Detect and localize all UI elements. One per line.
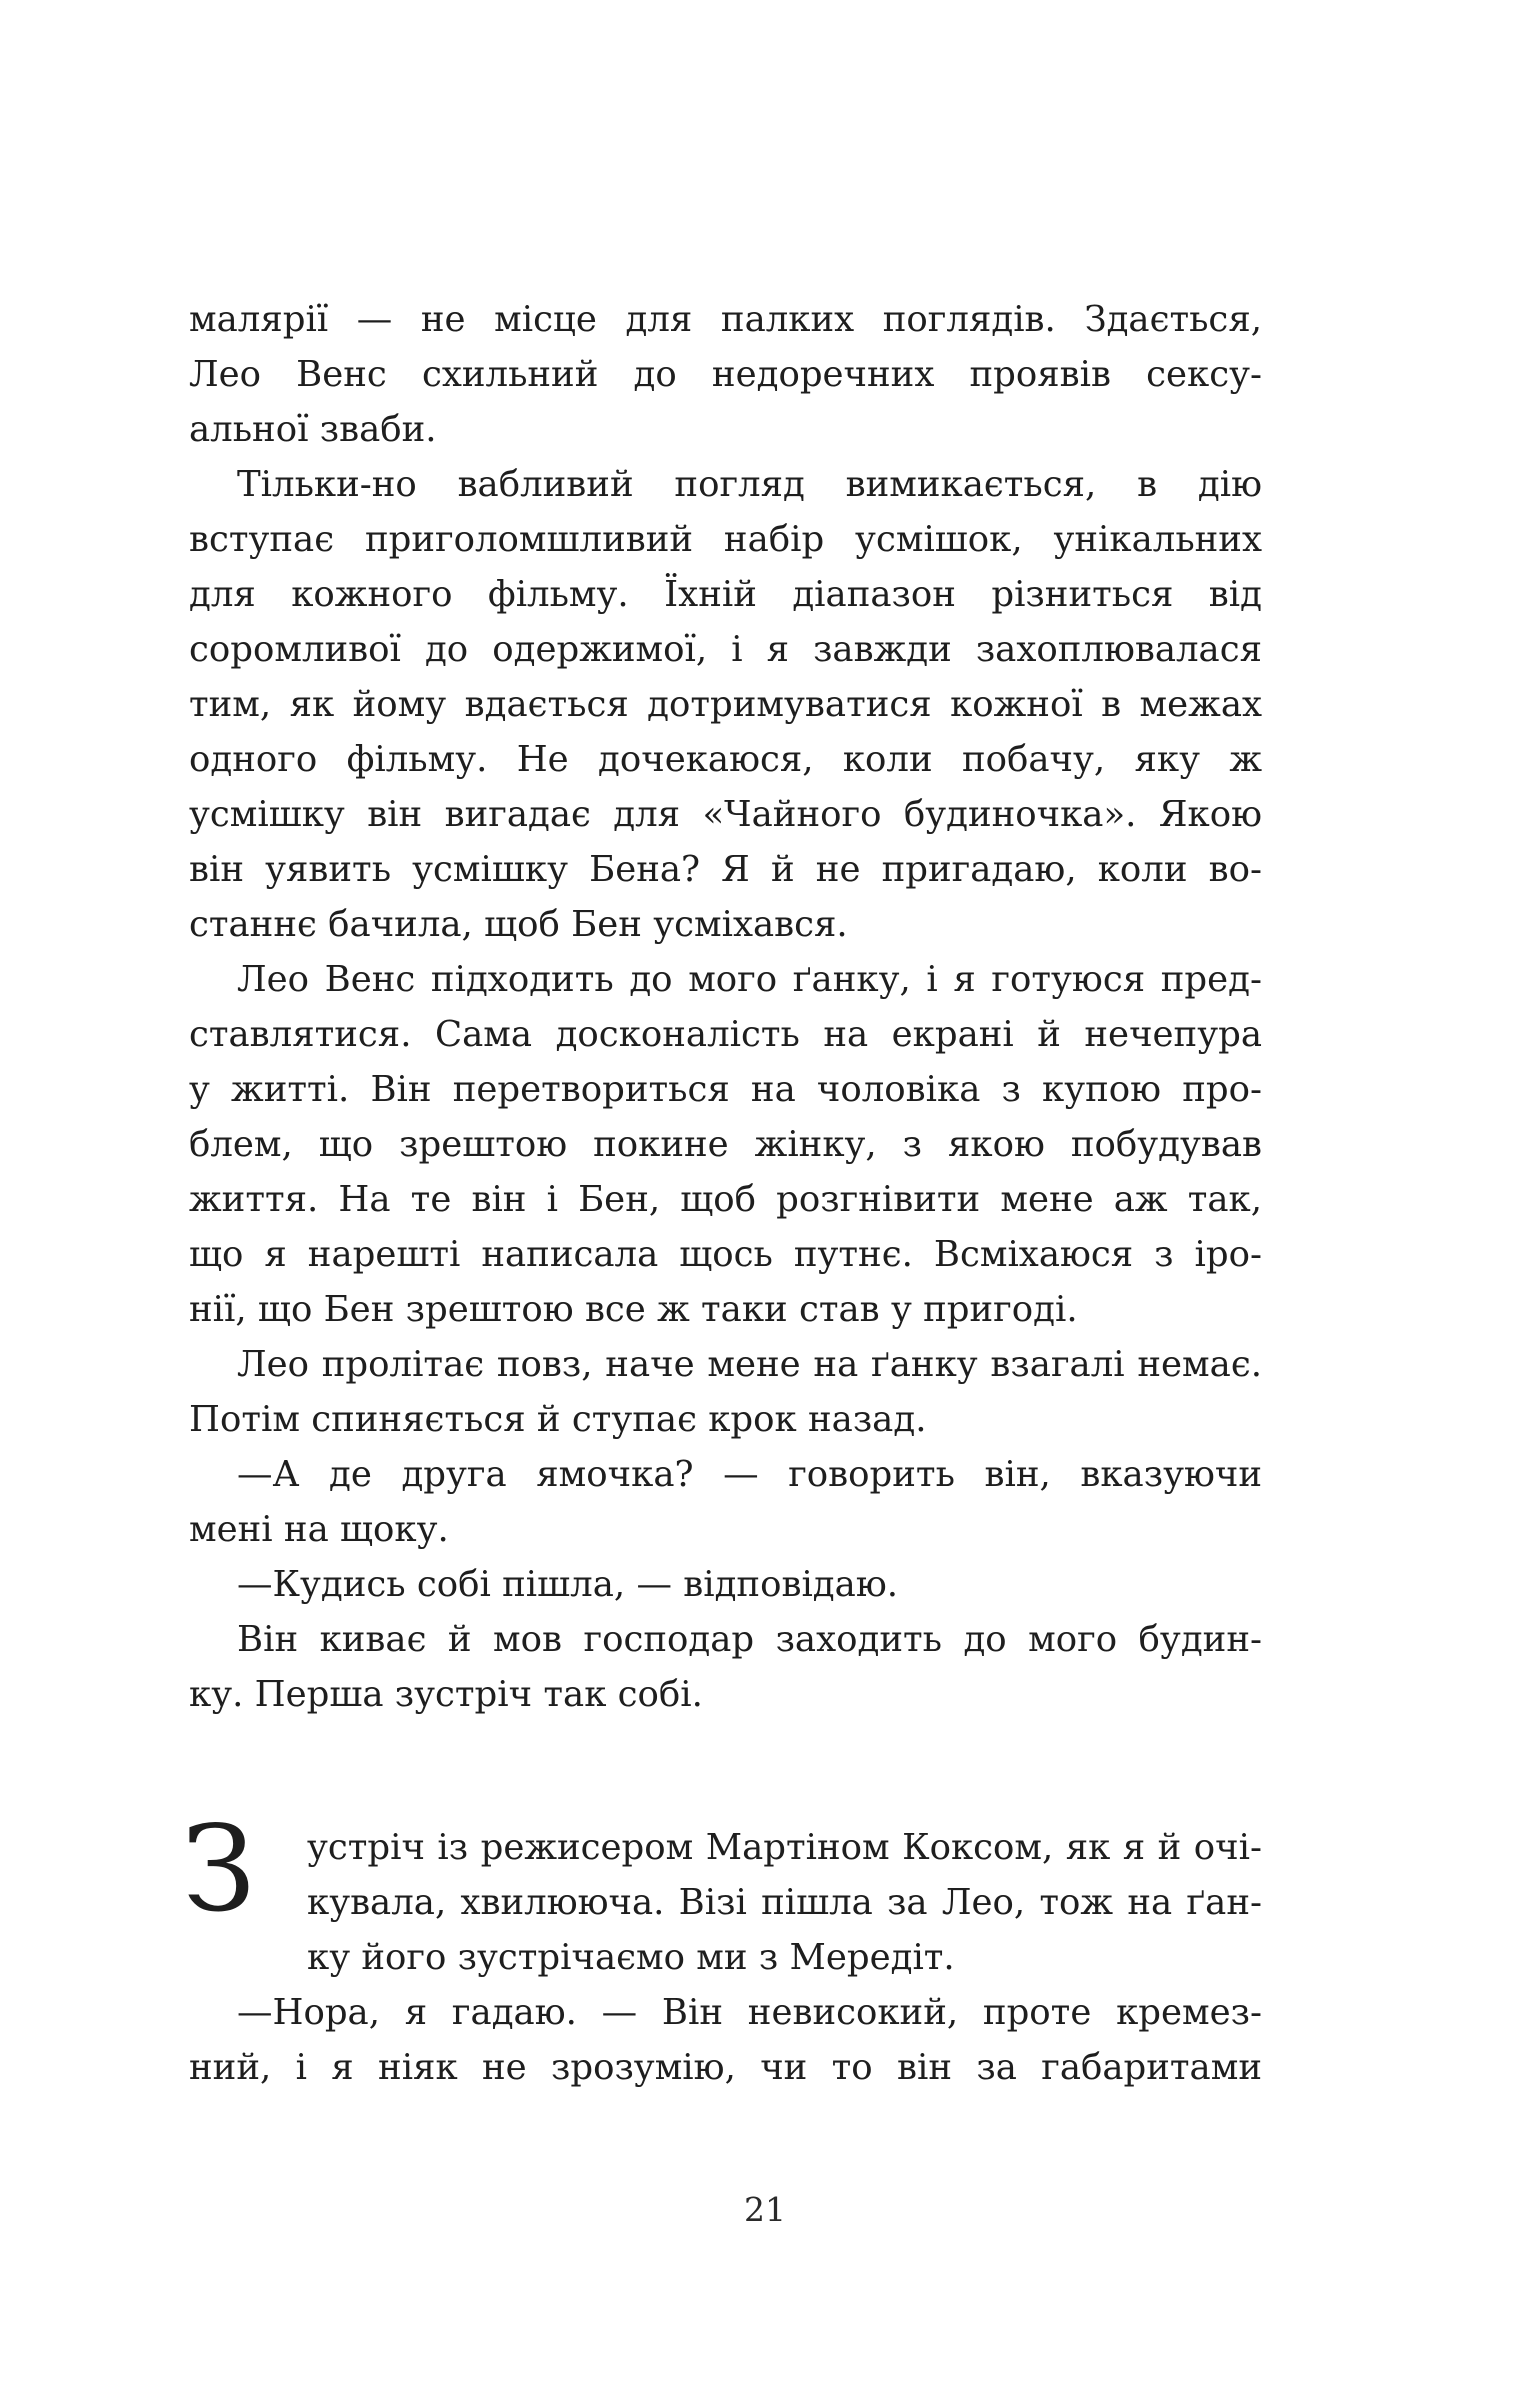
text-line: одного фільму. Не дочекаюся, коли побачу, яку ж	[189, 739, 1262, 780]
dialogue-line: —Нора, я гадаю. — Він невисокий, проте кремез-	[237, 1992, 1262, 2033]
text-line: у житті. Він перетвориться на чоловіка з купою про-	[189, 1069, 1262, 1110]
text-line: кувала, хвилююча. Візі пішла за Лео, тож на ґан-	[307, 1882, 1262, 1923]
text-line: що я нарешті написала щось путнє. Всміхаюся з іро-	[189, 1234, 1262, 1275]
text-line: ставлятися. Сама досконалість на екрані й нечепура	[189, 1014, 1262, 1055]
text-line: Потім спиняється й ступає крок назад.	[189, 1399, 927, 1440]
text-line: Лео пролітає повз, наче мене на ґанку взагалі немає.	[237, 1344, 1262, 1385]
text-line: ку. Перша зустріч так собі.	[189, 1674, 703, 1715]
text-line: усмішку він вигадає для «Чайного будиночка». Якою	[189, 794, 1262, 835]
text-line: ний, і я ніяк не зрозумію, чи то він за габаритами	[189, 2047, 1262, 2088]
page-number: 21	[744, 2190, 786, 2229]
text-line: устріч із режисером Мартіном Коксом, як я й очі-	[307, 1827, 1262, 1868]
text-line: нії, що Бен зрештою все ж таки став у пригоді.	[189, 1289, 1078, 1330]
text-line: тим, як йому вдається дотримуватися кожної в межах	[189, 684, 1262, 725]
text-line: альної зваби.	[189, 409, 437, 450]
text-line: малярії — не місце для палких поглядів. Здається,	[189, 299, 1262, 340]
dialogue-line: —Кудись собі пішла, — відповідаю.	[237, 1564, 899, 1605]
text-line: блем, що зрештою покине жінку, з якою побудував	[189, 1124, 1262, 1165]
text-line: Лео Венс схильний до недоречних проявів сексу-	[189, 354, 1262, 395]
text-line: вступає приголомшливий набір усмішок, унікальних	[189, 519, 1262, 560]
drop-cap-letter: З	[182, 1800, 256, 1938]
text-line: соромливої до одержимої, і я завжди захоплювалася	[189, 629, 1262, 670]
text-line: мені на щоку.	[189, 1509, 449, 1550]
text-line: для кожного фільму. Їхній діапазон різниться від	[189, 574, 1262, 615]
text-line: Він киває й мов господар заходить до мого будин-	[237, 1619, 1262, 1660]
dialogue-line: —А де друга ямочка? — говорить він, вказуючи	[237, 1454, 1262, 1495]
text-line: він уявить усмішку Бена? Я й не пригадаю, коли во-	[189, 849, 1262, 890]
text-line: Тільки-но вабливий погляд вимикається, в дію	[237, 464, 1262, 505]
text-line: станнє бачила, щоб Бен усміхався.	[189, 904, 848, 945]
text-line: життя. На те він і Бен, щоб розгнівити мене аж так,	[189, 1179, 1262, 1220]
text-line: Лео Венс підходить до мого ґанку, і я готуюся пред-	[237, 959, 1262, 1000]
text-line: ку його зустрічаємо ми з Мередіт.	[307, 1937, 955, 1978]
